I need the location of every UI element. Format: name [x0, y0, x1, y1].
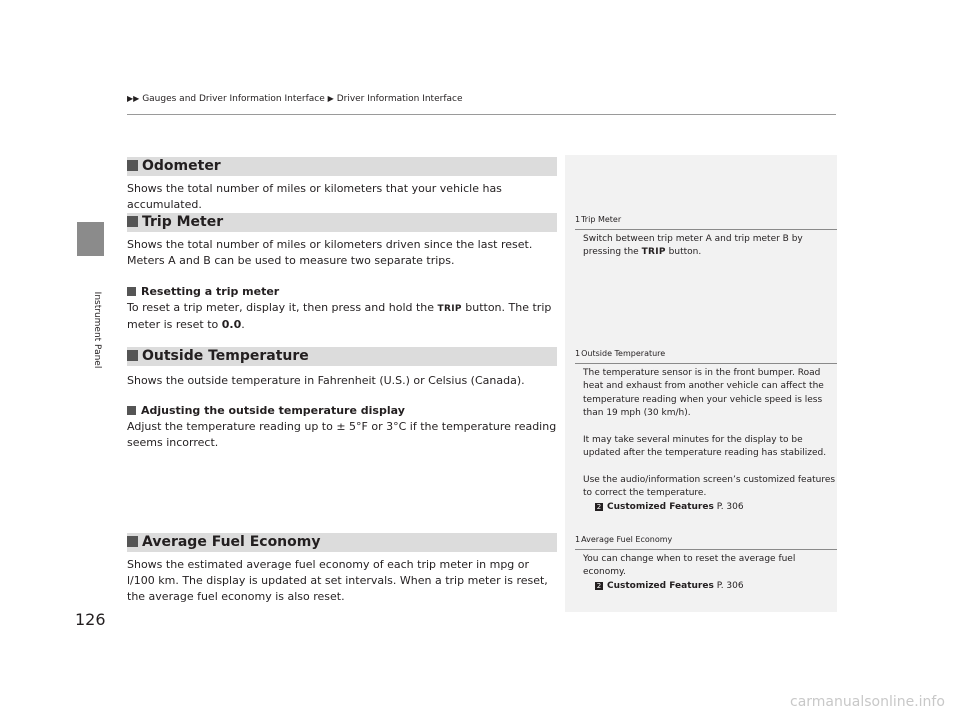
- note-title: [575, 533, 837, 550]
- temp-adjust-subheading-text: Adjusting the outside temperature display: [141, 404, 405, 417]
- cross-reference-link[interactable]: [575, 580, 837, 594]
- trip-reset-value: 0.0: [221, 318, 242, 331]
- note-text-2: button.: [668, 247, 702, 257]
- temp-adjust-subheading: [127, 403, 559, 419]
- note-title: [575, 347, 837, 364]
- note-paragraph: It may take several minutes for the display to be updated after the temperature reading has stabilized.: [583, 434, 827, 458]
- odometer-heading: [127, 157, 557, 176]
- note-average-fuel-economy: [575, 533, 837, 593]
- note-title-text: Average Fuel Economy: [581, 535, 673, 544]
- cross-reference-link[interactable]: [575, 501, 837, 515]
- page-number: 126: [75, 610, 106, 629]
- reference-page: P. 306: [716, 580, 744, 591]
- trip-meter-heading: [127, 213, 557, 232]
- fuel-economy-heading: [127, 533, 557, 552]
- square-bullet-icon: [127, 160, 138, 171]
- trip-reset-subheading-text: Resetting a trip meter: [141, 285, 280, 298]
- note-number: 1: [575, 215, 581, 224]
- note-paragraph: Use the audio/information screen’s customized features to correct the temperature.: [583, 474, 836, 498]
- trip-button-label: TRIP: [641, 247, 666, 257]
- trip-button-label: TRIP: [437, 304, 462, 314]
- note-title: [575, 213, 837, 230]
- trip-reset-text: [127, 300, 559, 333]
- trip-reset-subheading: [127, 284, 559, 300]
- chapter-label: [90, 290, 104, 370]
- watermark: carmanualsonline.info: [790, 694, 945, 710]
- note-number: 1: [575, 349, 581, 358]
- odometer-text: Shows the total number of miles or kilometers that your vehicle has accumulated.: [127, 182, 502, 211]
- outside-temp-heading-text: Outside Temperature: [142, 348, 309, 364]
- note-title-text: Trip Meter: [581, 215, 622, 224]
- breadcrumb-item[interactable]: Gauges and Driver Information Interface: [142, 94, 325, 104]
- note-number: 1: [575, 535, 581, 544]
- breadcrumb-arrow-icon: ▶▶: [127, 94, 140, 103]
- temp-adjust-text: Adjust the temperature reading up to ± 5°F or 3°C if the temperature reading seems incorrect.: [127, 420, 557, 449]
- square-bullet-icon: [127, 287, 136, 296]
- reference-label: Customized Features: [607, 580, 714, 591]
- header-divider: [127, 114, 836, 115]
- note-trip-meter: [575, 213, 837, 260]
- trip-meter-heading-text: Trip Meter: [142, 214, 224, 230]
- note-paragraph: The temperature sensor is in the front bumper. Road heat and exhaust from another vehicle can affect the temperature reading when your vehicle speed is less than 19 mph (30 km/h).: [583, 367, 824, 418]
- outside-temp-heading: [127, 347, 557, 366]
- fuel-economy-heading-text: Average Fuel Economy: [142, 534, 321, 550]
- reference-label: Customized Features: [607, 501, 714, 512]
- note-title-text: Outside Temperature: [581, 349, 666, 358]
- trip-meter-text: Shows the total number of miles or kilometers driven since the last reset. Meters A and B can be used to measure two separate trips.: [127, 238, 533, 267]
- note-outside-temperature: [575, 347, 837, 514]
- reference-arrow-icon: 2: [596, 502, 602, 511]
- breadcrumb-arrow-icon: ▶: [327, 94, 334, 103]
- square-bullet-icon: [127, 536, 138, 547]
- square-bullet-icon: [127, 406, 136, 415]
- odometer-heading-text: Odometer: [142, 158, 221, 174]
- fuel-economy-text: Shows the estimated average fuel economy of each trip meter in mpg or l/100 km. The display is updated at set intervals. When a trip meter is reset, the average fuel economy is also reset.: [127, 558, 548, 603]
- trip-reset-text-2: button. The trip meter is reset to: [127, 301, 552, 331]
- note-body: [575, 233, 837, 260]
- chapter-tab: [77, 222, 104, 256]
- breadcrumb: [127, 94, 463, 104]
- reference-page: P. 306: [716, 501, 744, 512]
- trip-reset-text-3: .: [241, 318, 245, 331]
- note-paragraph: You can change when to reset the average fuel economy.: [583, 553, 796, 577]
- reference-arrow-icon: 2: [596, 581, 602, 590]
- square-bullet-icon: [127, 216, 138, 227]
- outside-temp-text: Shows the outside temperature in Fahrenheit (U.S.) or Celsius (Canada).: [127, 374, 525, 387]
- breadcrumb-item[interactable]: Driver Information Interface: [336, 94, 463, 104]
- square-bullet-icon: [127, 350, 138, 361]
- trip-reset-text-1: To reset a trip meter, display it, then press and hold the: [127, 301, 435, 314]
- chapter-label-text: Instrument Panel: [92, 291, 102, 369]
- note-text-1: Switch between trip meter A and trip meter B by pressing the: [583, 233, 803, 257]
